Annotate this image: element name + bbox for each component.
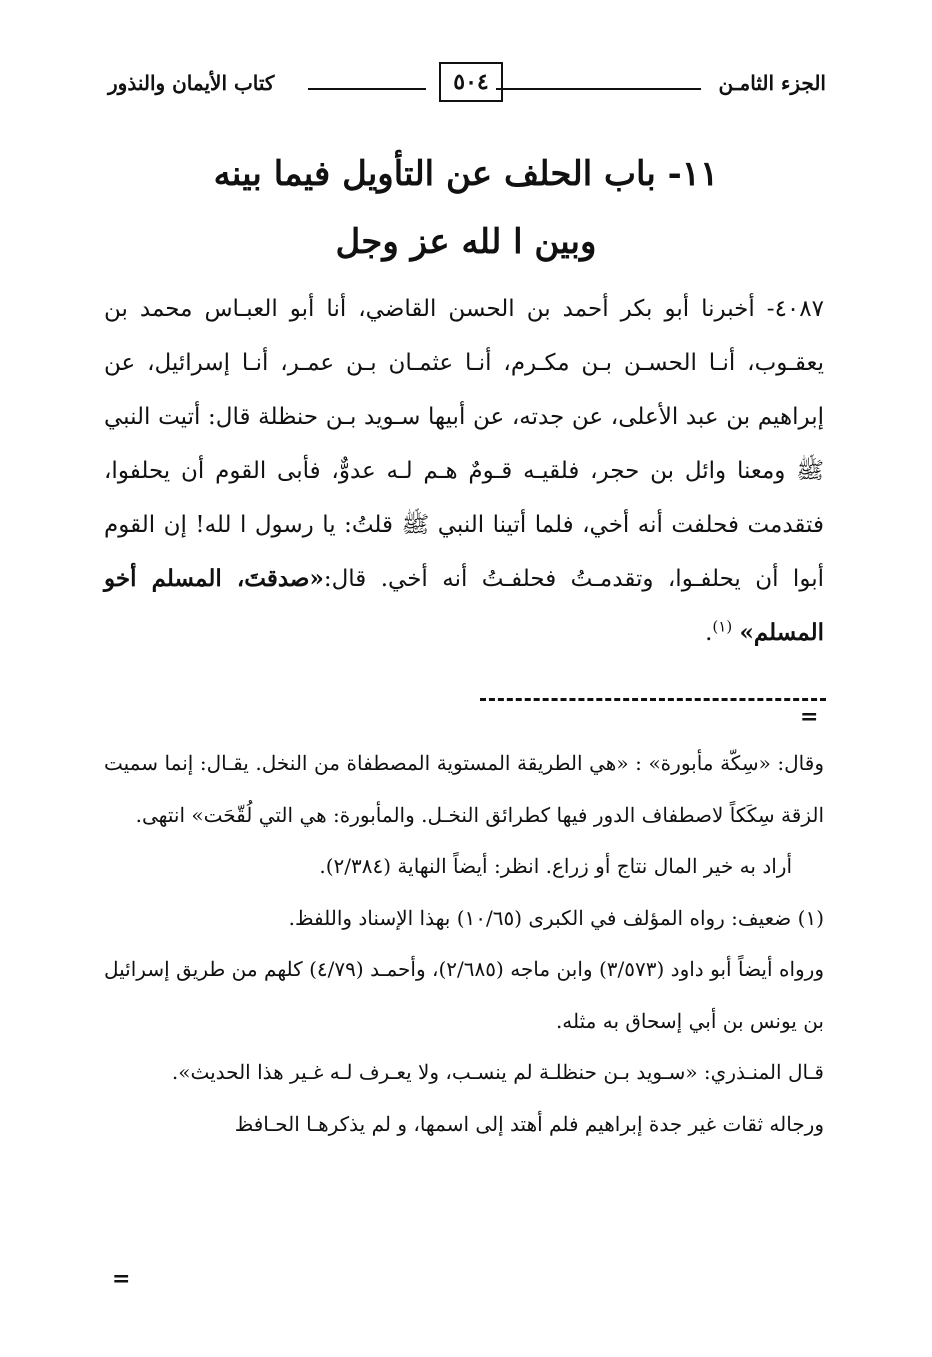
volume-label: الجزء الثامـن (718, 71, 826, 95)
book-title: كتاب الأيمان والنذور (108, 71, 275, 95)
chapter-title-line1: ١١- باب الحلف عن التأويل فيما بينه (213, 154, 719, 194)
hadith-quote: «صدقتَ، المسلم أخو المسلم» (104, 565, 824, 646)
hadith-text (104, 282, 824, 660)
footnotes (104, 738, 824, 1150)
header-rule-right (496, 88, 701, 90)
chapter-title (100, 140, 832, 276)
footnote-continued: وقال: «سِكّة مأبورة» : «هي الطريقة المستوية المصطفاة من النخل. يقـال: إنما سميت الزقة سِكَكاً لاصطفاف الدور فيها كطرائق النخـل. والمأبورة: هي التي لُقّحَت» انتهى. (104, 751, 824, 827)
header-rule-left (308, 88, 426, 90)
footnote-1-narrators: ورجاله ثقات غير جدة إبراهيم فلم أهتد إلى اسمها، و لم يذكرهـا الحـافظ (234, 1111, 824, 1136)
hadith-paragraph (104, 282, 824, 660)
continuation-mark-top: = (800, 704, 819, 730)
footnote-1-sources: ورواه أيضاً أبو داود (٣/٥٧٣) وابن ماجه (٢/٦٨٥)، وأحمـد (٤/٧٩) كلهم من طريق إسرائيل بن يونس بن أبي إسحاق به مثله. (104, 957, 824, 1033)
footnote-1-grading: (١) ضعيف: رواه المؤلف في الكبرى (١٠/٦٥) بهذا الإسناد واللفظ. (288, 905, 824, 930)
hadith-narration: ٤٠٨٧- أخبرنا أبو بكر أحمد بن الحسن القاضي، أنا أبو العبـاس محمد بن يعقـوب، أنـا الحسـن بـن مكـرم، أنـا عثمـان بـن عمـر، أنـا إسرائيل، عن إبراهيم بن عبد الأعلى، عن جدته، عن أبيها سـويد بـن حنظلة قال: أتيت النبي ﷺ ومعنا وائل بن حجر، فلقيـه قـومٌ هـم لـه عدوٌّ، فأبى القوم أن يحلفوا، فتقدمت فحلفت أنه أخي، فلما أتينا النبي ﷺ قلتُ: يا رسول ا لله! إن القوم أبوا أن يحلفـوا، وتقدمـتُ فحلفـتُ أنه أخي. قال: (104, 296, 824, 592)
paragraph-end: . (705, 620, 713, 646)
running-header (108, 62, 826, 112)
footnote-reference-note: أراد به خير المال نتاج أو زراع. انظر: أيضاً النهاية (٢/٣٨٤). (319, 854, 792, 878)
footnote-1-mundhiri: قـال المنـذري: «سـويد بـن حنظلـة لم ينسـب، ولا يعـرف لـه غـير هذا الحديث». (171, 1060, 824, 1084)
continuation-mark-bottom: = (112, 1266, 131, 1292)
footnote-separator (480, 698, 826, 701)
footnote-reference: (١) (712, 617, 733, 636)
page-number: ٥٠٤ (439, 62, 503, 102)
chapter-title-line2: وبين ا لله عز وجل (335, 222, 597, 262)
